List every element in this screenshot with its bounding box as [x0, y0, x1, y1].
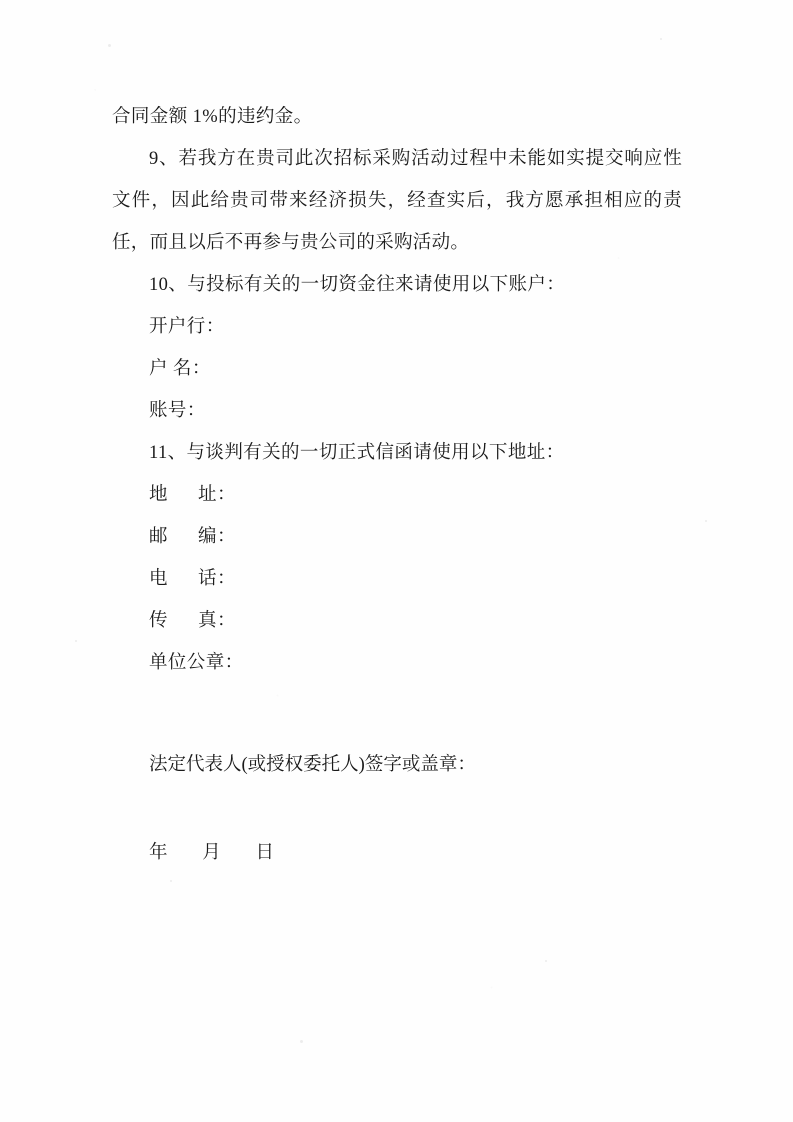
address-field: 地 址：: [149, 485, 236, 505]
scan-speckle: [108, 44, 111, 47]
scan-speckle: [75, 640, 77, 642]
clause-11: 11、与谈判有关的一切正式信函请使用以下地址：: [149, 443, 565, 463]
date-field: 年 月 日: [149, 843, 276, 863]
clause-9: 9、若我方在贵司此次招标采购活动过程中未能如实提交响应性文件，因此给贵司带来经济损失，经查实后，我方愿承担相应的责任，而且以后不再参与贵公司的采购活动。: [112, 149, 682, 253]
scan-speckle: [545, 960, 547, 962]
postcode-field: 邮 编：: [149, 527, 236, 547]
bank-name-field: 开户行：: [149, 317, 225, 337]
spacer: [112, 684, 682, 744]
scan-speckle: [705, 520, 707, 522]
clause-8-tail: 合同金额 1%的违约金。: [112, 107, 313, 127]
account-number-field: 账号：: [149, 401, 206, 421]
scan-speckle: [170, 880, 172, 882]
spacer: [112, 786, 682, 832]
document-body: [112, 96, 682, 874]
fax-field: 传 真：: [149, 611, 236, 631]
account-holder-field: 户 名：: [149, 359, 211, 379]
company-seal-field: 单位公章：: [149, 653, 244, 673]
legal-representative-signature-field: 法定代表人(或授权委托人)签字或盖章：: [149, 755, 476, 775]
telephone-field: 电 话：: [149, 569, 236, 589]
scan-speckle: [660, 38, 662, 40]
scan-speckle: [300, 1040, 303, 1043]
clause-10: 10、与投标有关的一切资金往来请使用以下账户：: [149, 275, 566, 295]
